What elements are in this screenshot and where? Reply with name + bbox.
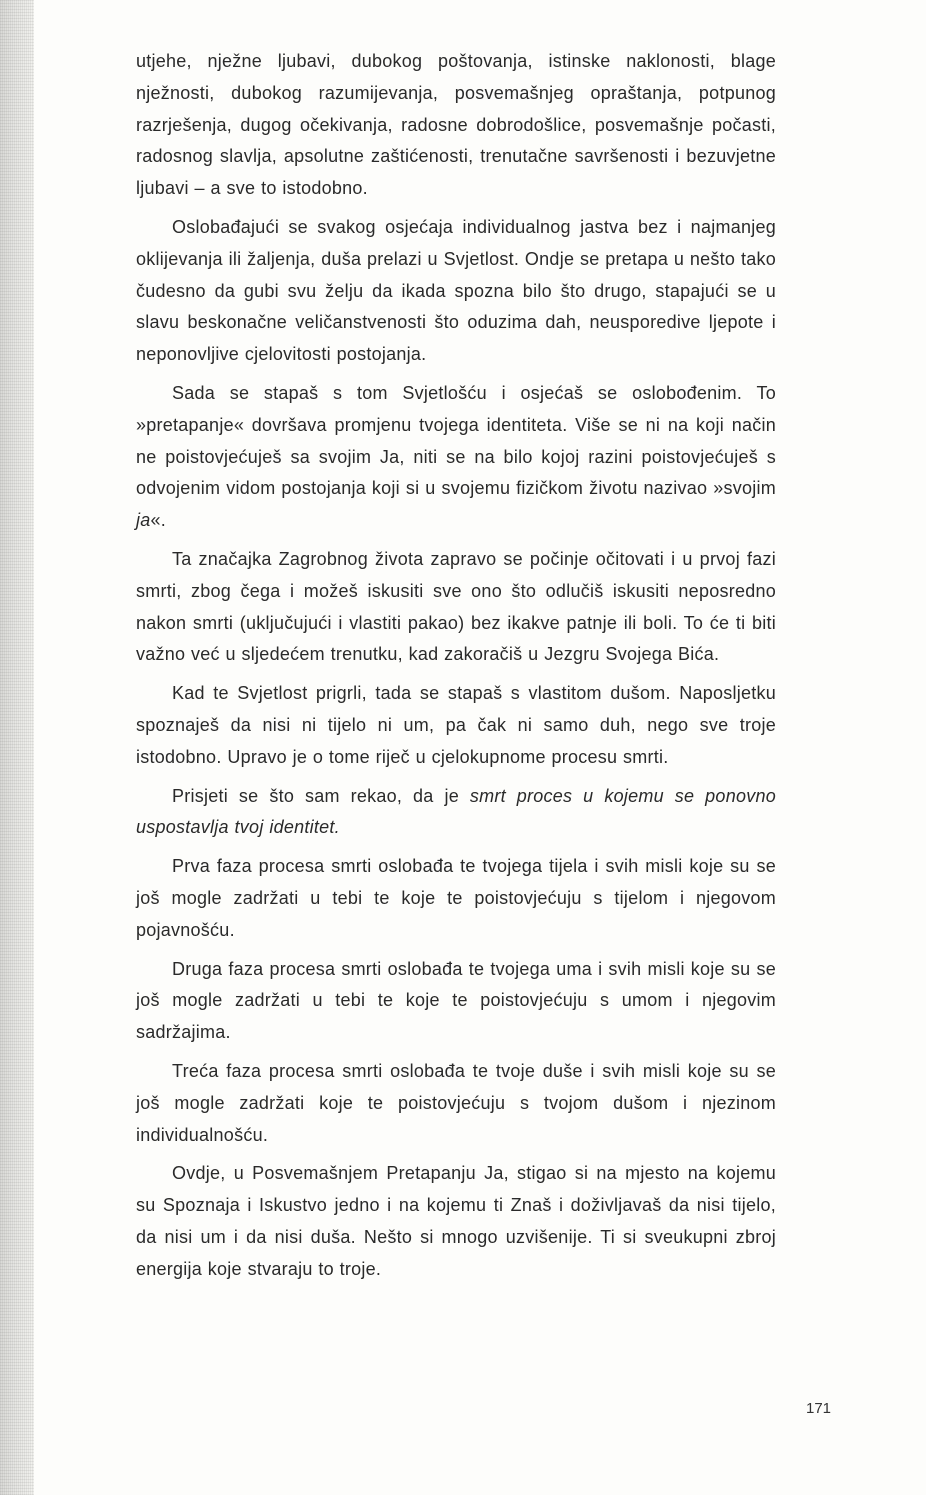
paragraph-9: Treća faza procesa smrti oslobađa te tvoje duše i svih misli koje su se još mogle zadržati koje te poistovjećuju s tvojom dušom i njezinom individualnošću. (136, 1060, 776, 1145)
paragraph-6: Prisjeti se što sam rekao, da je smrt proces u kojemu se ponovno uspostavlja tvoj identitet. (136, 785, 776, 838)
paragraph-10: Ovdje, u Posvemašnjem Pretapanju Ja, stigao si na mjesto na kojemu su Spoznaja i Iskustvo jedno i na kojemu ti Znaš i doživljavaš da nisi tijelo, da nisi um i da nisi duša. Nešto si mnogo uzvišenije. Ti si sveukupni zbroj energija koje stvaraju to troje. (136, 1163, 776, 1279)
scan-edge-shadow (0, 0, 34, 1495)
paragraph-4: Ta značajka Zagrobnog života zapravo se počinje očitovati i u prvoj fazi smrti, zbog čega i možeš iskusiti sve ono što odlučiš iskusiti neposredno nakon smrti (uključujući i vlastiti pakao) bez ikakve patnje ili boli. To će ti biti važno već u sljedećem trenutku, kad zakoračiš u Jezgru Svojega Bića. (136, 548, 776, 665)
paragraph-5: Kad te Svjetlost prigrli, tada se stapaš s vlastitom dušom. Naposljetku spoznaješ da nisi ni tijelo ni um, pa čak ni samo duh, nego sve troje istodobno. Upravo je o tome riječ u cjelokupnome procesu smrti. (136, 683, 776, 767)
paragraph-1: utjehe, nježne ljubavi, dubokog poštovanja, istinske naklonosti, blage nježnosti, dubokog razumijevanja, posvemašnjeg opraštanja, potpunog razrješenja, dugog očekivanja, radosne dobrodošlice, posvemašnje počasti, radosnog slavlja, apsolutne zaštićenosti, trenutačne savršenosti i bezuvjetne ljubavi – a sve to istodobno. (136, 51, 776, 199)
paragraph-3: Sada se stapaš s tom Svjetlošću i osjećaš se oslobođenim. To »pretapanje« dovršava promjenu tvojega identiteta. Više se ni na koji način ne poistovjećuješ sa svojim Ja, niti se na bilo kojoj razini poistovjećuješ s odvojenim vidom postojanja koji si u svojemu fizičkom životu nazivao »svojim ja«. (136, 382, 776, 531)
paragraph-8: Druga faza procesa smrti oslobađa te tvojega uma i svih misli koje su se još mogle zadržati u tebi te koje te poistovjećuju s umom i njegovim sadržajima. (136, 958, 776, 1043)
paragraph-2: Oslobađajući se svakog osjećaja individualnog jastva bez i najmanjeg oklijevanja ili žaljenja, duša prelazi u Svjetlost. Ondje se pretapa u nešto tako čudesno da gubi svu želju da ikada spozna bilo što drugo, stapajući se u slavu beskonačne veličanstvenosti što oduzima dah, neusporedive ljepote i neponovljive cjelovitosti postojanja. (136, 216, 776, 365)
paragraph-7: Prva faza procesa smrti oslobađa te tvojega tijela i svih misli koje su se još mogle zadržati u tebi te koje te poistovjećuju s tijelom i njegovom pojavnošću. (136, 856, 776, 940)
page-number: 171 (806, 1400, 832, 1417)
page-body (136, 46, 776, 1292)
